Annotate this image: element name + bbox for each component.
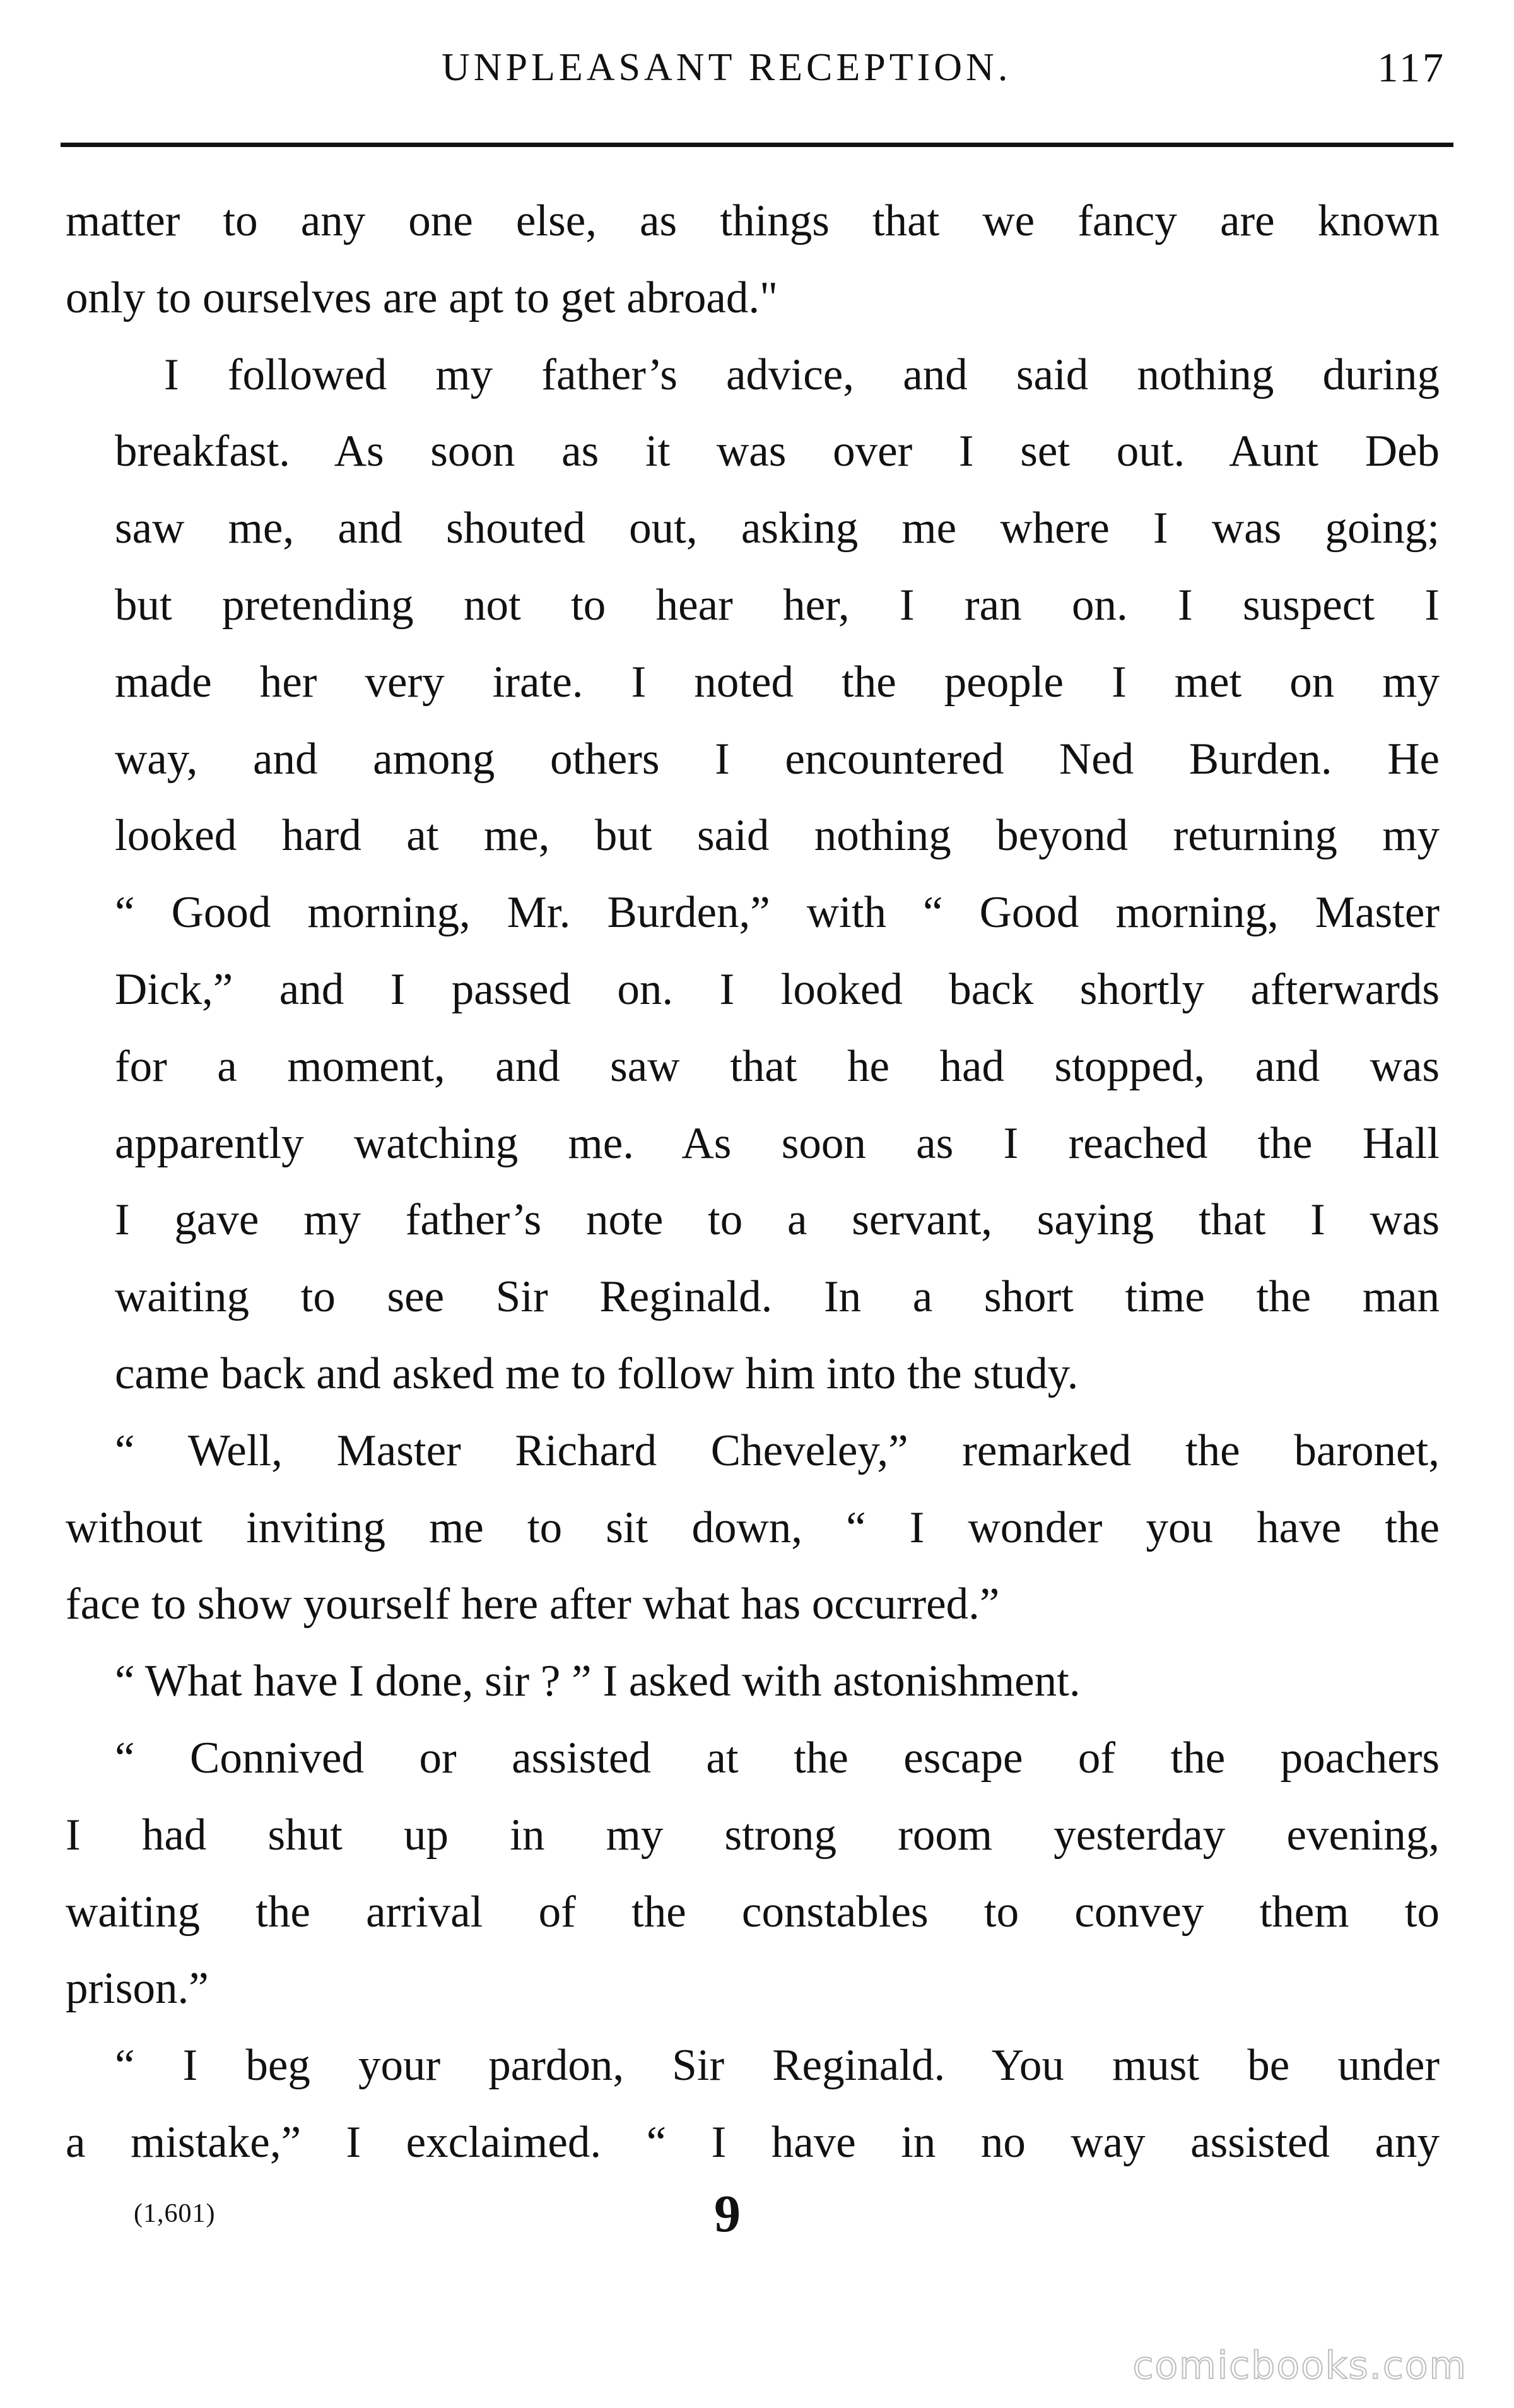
page-number: 117 — [1377, 45, 1446, 91]
running-title: UNPLEASANT RECEPTION. — [442, 46, 1012, 89]
text-line: made her very irate. I noted the people I met on my — [115, 657, 1440, 707]
text-line: without inviting me to sit down, “ I wonder you have the — [66, 1502, 1440, 1552]
header-rule — [61, 143, 1453, 147]
text-line: but pretending not to hear her, I ran on. I suspect I — [115, 580, 1440, 630]
paragraph — [66, 1720, 1440, 2027]
signature-code: (1,601) — [134, 2199, 216, 2228]
text-line: apparently watching me. As soon as I reached the Hall — [115, 1118, 1440, 1168]
paragraph — [66, 183, 1440, 337]
text-line: face to show yourself here after what has occurred.” — [66, 1579, 1000, 1629]
paragraph — [66, 2027, 1440, 2181]
paragraph — [66, 1413, 1440, 1643]
text-line: breakfast. As soon as it was over I set out. Aunt Deb — [115, 427, 1440, 476]
text-line: “ Good morning, Mr. Burden,” with “ Good morning, Master — [115, 888, 1440, 938]
body-text — [66, 183, 1440, 2181]
watermark: comicbooks.com — [1132, 2344, 1467, 2388]
text-line: for a moment, and saw that he had stopped, and was — [115, 1041, 1440, 1091]
text-line: I had shut up in my strong room yesterday evening, — [66, 1810, 1440, 1860]
text-line: I gave my father’s note to a servant, saying that I was — [115, 1195, 1440, 1245]
text-line: matter to any one else, as things that we fancy are known — [66, 196, 1440, 245]
text-line: “ I beg your pardon, Sir Reginald. You must be under — [115, 2041, 1440, 2091]
text-line: Dick,” and I passed on. I looked back shortly afterwards — [115, 964, 1440, 1014]
text-line: came back and asked me to follow him into the study. — [115, 1349, 1079, 1398]
text-line: I followed my father’s advice, and said nothing during — [164, 350, 1440, 399]
text-line: a mistake,” I exclaimed. “ I have in no way assisted any — [66, 2117, 1440, 2167]
text-line: looked hard at me, but said nothing beyond returning my — [115, 811, 1440, 861]
text-line: way, and among others I encountered Ned Burden. He — [115, 734, 1440, 784]
text-line: “ What have I done, sir ? ” I asked with astonishment. — [115, 1656, 1081, 1706]
text-line: saw me, and shouted out, asking me where I was going; — [115, 504, 1440, 553]
text-line: waiting to see Sir Reginald. In a short time the man — [115, 1272, 1440, 1322]
text-line: “ Connived or assisted at the escape of the poachers — [115, 1733, 1440, 1783]
signature-mark: 9 — [714, 2185, 741, 2243]
paragraph — [66, 1643, 1440, 1720]
text-line: only to ourselves are apt to get abroad." — [66, 273, 778, 322]
text-line: prison.” — [66, 1964, 209, 2014]
text-line: “ Well, Master Richard Cheveley,” remarked the baronet, — [115, 1425, 1440, 1475]
text-line: waiting the arrival of the constables to convey them to — [66, 1887, 1440, 1937]
paragraph — [66, 337, 1440, 1413]
